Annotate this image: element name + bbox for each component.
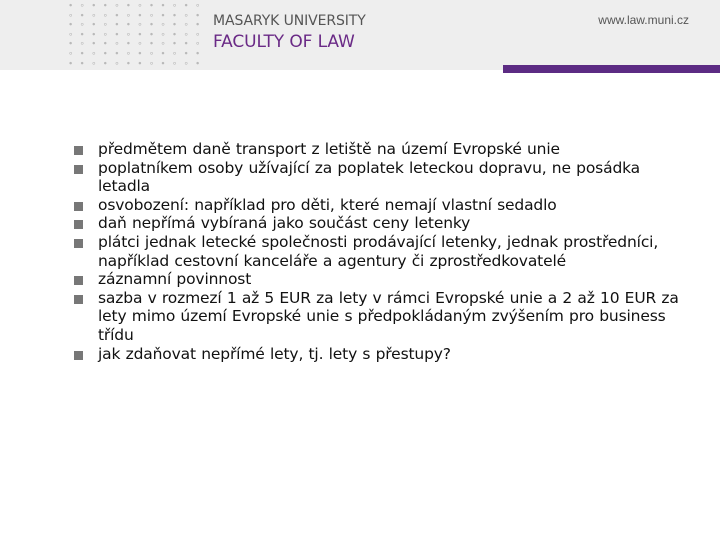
square-bullet-icon <box>74 220 83 229</box>
bullet-text: osvobození: například pro děti, které nemají vlastní sedadlo <box>98 195 557 214</box>
square-bullet-icon <box>74 351 83 360</box>
slide-header <box>0 0 720 70</box>
bullet-item <box>74 214 686 233</box>
bullet-text: poplatníkem osoby užívající za poplatek leteckou dopravu, ne posádka letadla <box>98 158 641 196</box>
square-bullet-icon <box>74 165 83 174</box>
bullet-text: daň nepřímá vybíraná jako součást ceny letenky <box>98 214 471 233</box>
bullet-item <box>74 289 686 345</box>
square-bullet-icon <box>74 202 83 211</box>
square-bullet-icon <box>74 295 83 304</box>
bullet-list <box>74 140 686 363</box>
bullet-item <box>74 270 686 289</box>
square-bullet-icon <box>74 276 83 285</box>
university-name: MASARYK UNIVERSITY <box>213 13 366 29</box>
square-bullet-icon <box>74 146 83 155</box>
bullet-text: jak zdaňovat nepřímé lety, tj. lety s přestupy? <box>98 344 451 363</box>
bullet-item <box>74 140 686 159</box>
bullet-item <box>74 345 686 364</box>
header-accent-bar <box>503 65 720 73</box>
bullet-text: sazba v rozmezí 1 až 5 EUR za lety v rámci Evropské unie a 2 až 10 EUR za lety mimo území Evropské unie s předpokládaným zvýšením pro business třídu <box>98 288 679 344</box>
bullet-item <box>74 159 686 196</box>
bullet-item <box>74 233 686 270</box>
bullet-text: záznamní povinnost <box>98 270 252 289</box>
bullet-item <box>74 196 686 215</box>
square-bullet-icon <box>74 239 83 248</box>
faculty-url: www.law.muni.cz <box>598 13 689 27</box>
bullet-text: plátci jednak letecké společnosti prodávající letenky, jednak prostředníci, například cestovní kanceláře a agentury či zprostředkovatelé <box>98 232 659 270</box>
faculty-name: FACULTY OF LAW <box>213 32 355 52</box>
bullet-text: předmětem daně transport z letiště na území Evropské unie <box>98 140 560 158</box>
university-logo-pattern: ∙ ∘ ∙ ∙ ∘ ∙ ∘ ∙ ∙ ∘ ∙ ∘ ∘ ∙ ∘ ∘ ∙ ∘ ∙ ∘ ∙ ∙ ∘ ∙ ∙ ∘ ∙ ∘ ∙ ∙ ∘ ∙ ∘ ∙ ∘ ∙ ∘ ∙ ∙ ∘ ∙ ∘ ∙ ∙ ∘ ∙ ∘ ∘ ∙ ∘ ∙ ∙ ∘ ∙ ∘ ∙ ∘ ∙ ∙ ∘ ∘ ∙ ∘ ∙ ∙ ∘ ∙ ∘ ∙ ∘ ∙ ∙ ∙ ∙ ∘ ∙ ∘ ∙ ∙ ∘ ∙ ∘ ∘ ∙ <box>68 1 201 69</box>
